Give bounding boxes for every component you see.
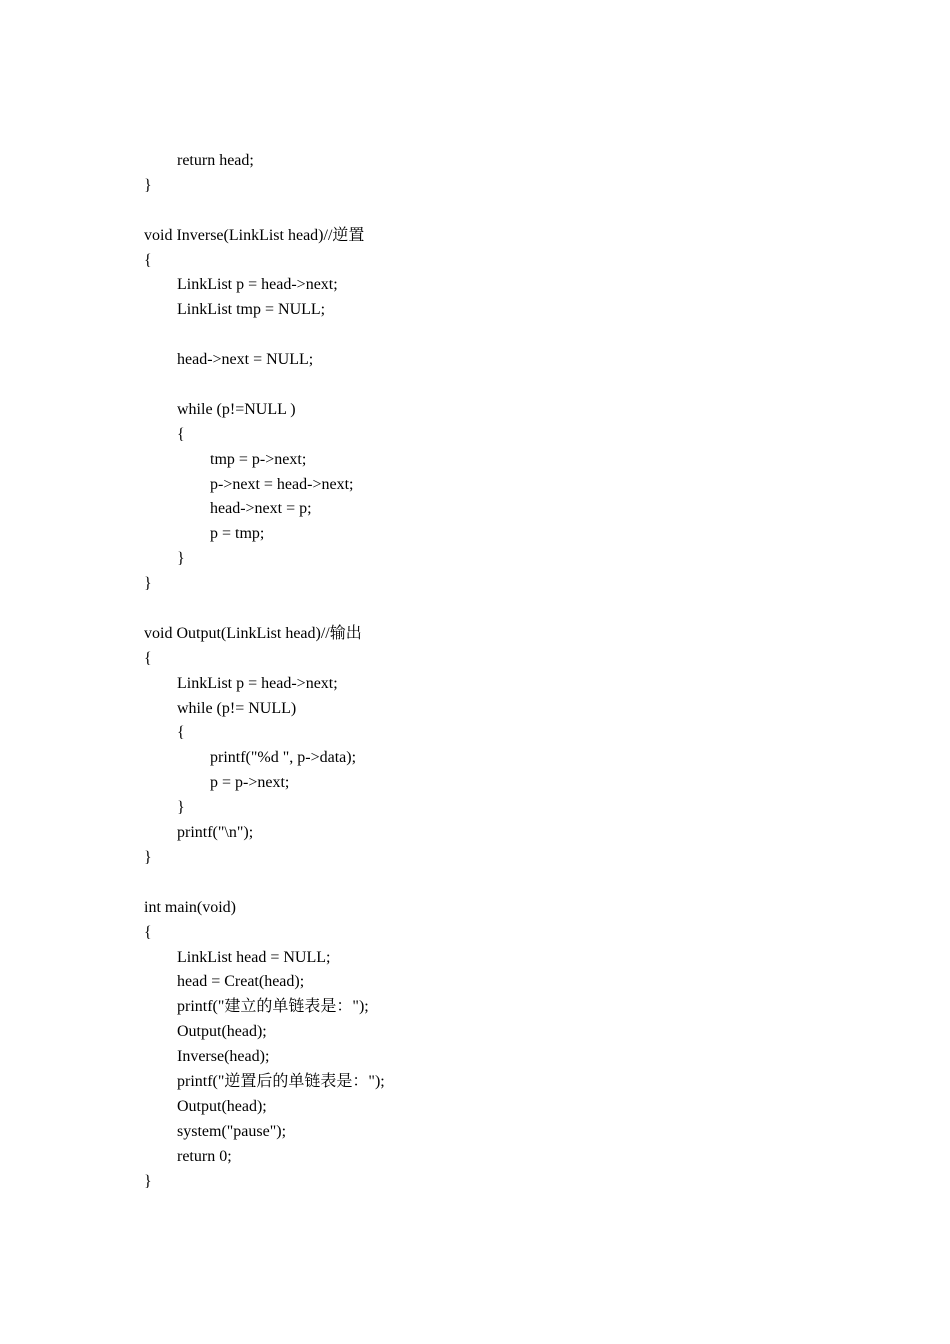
code-line: while (p!=NULL ) — [177, 400, 296, 418]
code-line: p = tmp; — [210, 525, 265, 543]
code-line: while (p!= NULL) — [177, 699, 297, 717]
code-line: { — [177, 425, 185, 443]
code-listing — [144, 149, 385, 1194]
code-line: } — [144, 848, 152, 866]
code-line: } — [144, 1172, 152, 1190]
code-line — [144, 373, 385, 398]
code-line: Output(head); — [177, 1023, 267, 1041]
code-line: printf("\n"); — [177, 824, 254, 842]
code-line: } — [144, 575, 152, 593]
code-line: } — [144, 176, 152, 194]
code-line: system("pause"); — [177, 1122, 287, 1140]
code-line: Output(head); — [177, 1097, 267, 1115]
code-line: head = Creat(head); — [177, 973, 305, 991]
code-line: { — [144, 251, 152, 269]
code-line — [144, 199, 385, 224]
code-line: printf("逆置后的单链表是："); — [177, 1072, 385, 1090]
code-line: LinkList p = head->next; — [177, 674, 338, 692]
code-line: return head; — [177, 152, 254, 169]
code-line — [144, 871, 385, 896]
code-line: LinkList tmp = NULL; — [177, 301, 326, 319]
code-line: head->next = p; — [210, 500, 312, 518]
code-line — [144, 323, 385, 348]
code-line: { — [144, 649, 152, 667]
code-line: printf("%d ", p->data); — [210, 749, 357, 767]
code-line: head->next = NULL; — [177, 351, 314, 369]
code-line: LinkList p = head->next; — [177, 276, 338, 294]
code-line: void Output(LinkList head)//输出 — [144, 624, 362, 642]
code-line: Inverse(head); — [177, 1048, 270, 1066]
code-line: tmp = p->next; — [210, 450, 307, 468]
code-line: p = p->next; — [210, 774, 290, 792]
code-line: { — [144, 923, 152, 941]
code-line: int main(void) — [144, 898, 236, 916]
code-line: } — [177, 799, 185, 817]
code-line: LinkList head = NULL; — [177, 948, 331, 966]
code-line: p->next = head->next; — [210, 475, 354, 493]
code-line: void Inverse(LinkList head)//逆置 — [144, 226, 365, 244]
code-line: printf("建立的单链表是："); — [177, 998, 369, 1016]
code-line: } — [177, 550, 185, 568]
code-line: { — [177, 724, 185, 742]
code-line — [144, 597, 385, 622]
code-line: return 0; — [177, 1147, 232, 1165]
